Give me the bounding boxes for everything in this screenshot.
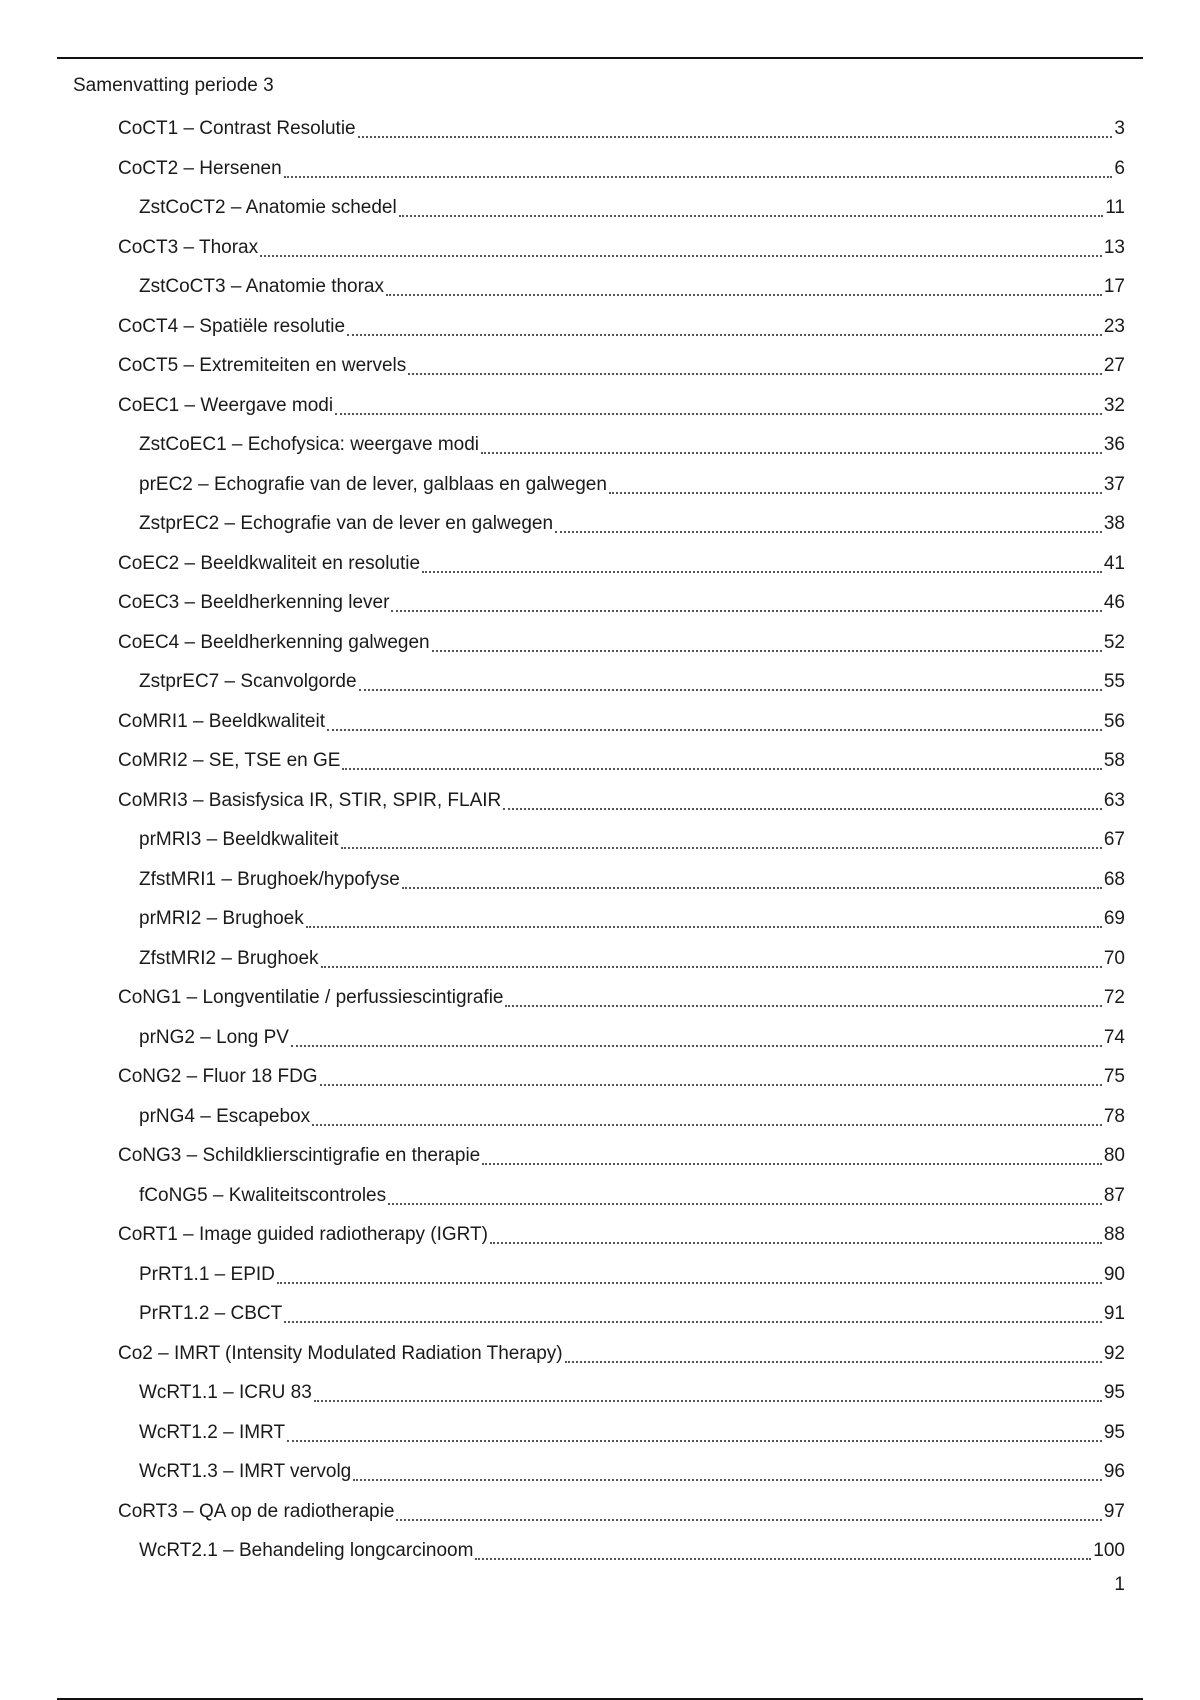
- toc-dot-leader: [260, 236, 1102, 257]
- toc-entry[interactable]: [0, 828, 1200, 868]
- toc-entry-title: ZstCoCT3 – Anatomie thorax: [139, 276, 384, 297]
- toc-dot-leader: [312, 1105, 1102, 1126]
- toc-dot-leader: [482, 1144, 1102, 1165]
- toc-entry-title: CoEC3 – Beeldherkenning lever: [118, 592, 390, 613]
- toc-entry[interactable]: [0, 1184, 1200, 1224]
- toc-entry[interactable]: [0, 315, 1200, 355]
- table-of-contents: [0, 117, 1200, 1579]
- toc-dot-leader: [358, 117, 1113, 138]
- toc-dot-leader: [490, 1223, 1102, 1244]
- toc-entry[interactable]: [0, 196, 1200, 236]
- toc-dot-leader: [327, 710, 1102, 731]
- page-number: 1: [1114, 1574, 1125, 1595]
- toc-entry-page: 56: [1103, 710, 1125, 732]
- toc-entry-title: prMRI2 – Brughoek: [139, 908, 304, 929]
- toc-entry-title: WcRT1.3 – IMRT vervolg: [139, 1461, 352, 1482]
- toc-entry-title: CoRT1 – Image guided radiotherapy (IGRT): [118, 1224, 488, 1245]
- toc-entry-page: 96: [1103, 1461, 1125, 1482]
- toc-entry-title: CoCT4 – Spatiële resolutie: [118, 315, 346, 337]
- toc-entry-page: 95: [1103, 1421, 1125, 1443]
- toc-entry-title: ZstCoEC1 – Echofysica: weergave modi: [139, 434, 480, 455]
- toc-entry-page: 67: [1103, 829, 1125, 850]
- toc-entry[interactable]: [0, 433, 1200, 473]
- toc-entry-page: 80: [1103, 1145, 1125, 1166]
- toc-entry-title: CoNG1 – Longventilatie / perfussiescintigrafie: [118, 987, 504, 1008]
- toc-entry-page: 23: [1103, 315, 1125, 337]
- toc-entry[interactable]: [0, 789, 1200, 829]
- toc-entry[interactable]: [0, 986, 1200, 1026]
- toc-dot-leader: [391, 591, 1101, 612]
- toc-entry-page: 97: [1103, 1500, 1125, 1522]
- toc-entry-page: 11: [1105, 197, 1125, 218]
- toc-entry-title: CoCT2 – Hersenen: [118, 157, 282, 179]
- toc-dot-leader: [277, 1263, 1102, 1284]
- toc-entry-page: 37: [1103, 473, 1125, 495]
- toc-entry-title: Co2 – IMRT (Intensity Modulated Radiation Therapy): [118, 1342, 563, 1364]
- toc-entry[interactable]: [0, 1026, 1200, 1066]
- toc-dot-leader: [399, 196, 1104, 217]
- toc-dot-leader: [503, 789, 1102, 810]
- toc-dot-leader: [359, 670, 1102, 691]
- toc-entry-title: CoCT3 – Thorax: [118, 236, 259, 258]
- toc-entry-page: 95: [1103, 1382, 1125, 1403]
- toc-entry[interactable]: [0, 1263, 1200, 1303]
- toc-entry[interactable]: [0, 1539, 1200, 1579]
- toc-entry-title: fCoNG5 – Kwaliteitscontroles: [139, 1184, 387, 1206]
- toc-dot-leader: [306, 907, 1102, 928]
- toc-dot-leader: [481, 433, 1102, 454]
- toc-entry-page: 100: [1093, 1540, 1125, 1561]
- toc-entry[interactable]: [0, 1144, 1200, 1184]
- toc-entry-page: 27: [1103, 355, 1125, 376]
- toc-dot-leader: [565, 1342, 1102, 1363]
- toc-entry[interactable]: [0, 117, 1200, 157]
- toc-entry-title: WcRT1.2 – IMRT: [139, 1421, 286, 1443]
- toc-entry[interactable]: [0, 1223, 1200, 1263]
- toc-entry-title: CoCT5 – Extremiteiten en wervels: [118, 355, 407, 376]
- toc-entry-page: 46: [1103, 592, 1125, 613]
- toc-entry-page: 63: [1103, 789, 1125, 811]
- toc-entry[interactable]: [0, 591, 1200, 631]
- toc-entry-title: prNG4 – Escapebox: [139, 1105, 311, 1127]
- toc-dot-leader: [386, 275, 1102, 296]
- toc-dot-leader: [388, 1184, 1102, 1205]
- toc-entry-title: CoEC4 – Beeldherkenning galwegen: [118, 631, 430, 653]
- toc-entry-page: 74: [1103, 1026, 1125, 1048]
- toc-dot-leader: [505, 986, 1101, 1007]
- toc-entry-page: 52: [1103, 631, 1125, 653]
- toc-entry[interactable]: [0, 512, 1200, 552]
- toc-entry-page: 55: [1103, 671, 1125, 692]
- toc-dot-leader: [284, 157, 1113, 178]
- toc-entry-title: ZfstMRI2 – Brughoek: [139, 947, 319, 969]
- toc-entry[interactable]: [0, 1105, 1200, 1145]
- toc-entry-page: 69: [1103, 908, 1125, 929]
- toc-dot-leader: [342, 749, 1101, 770]
- toc-entry-page: 91: [1103, 1303, 1125, 1324]
- toc-dot-leader: [402, 868, 1102, 889]
- toc-dot-leader: [555, 512, 1102, 533]
- toc-entry[interactable]: [0, 947, 1200, 987]
- toc-entry-page: 78: [1103, 1105, 1125, 1127]
- toc-entry[interactable]: [0, 631, 1200, 671]
- toc-entry-title: WcRT1.1 – ICRU 83: [139, 1382, 312, 1403]
- toc-entry-title: CoEC1 – Weergave modi: [118, 394, 334, 416]
- toc-entry[interactable]: [0, 907, 1200, 947]
- toc-entry[interactable]: [0, 394, 1200, 434]
- toc-dot-leader: [321, 947, 1102, 968]
- toc-entry-title: CoEC2 – Beeldkwaliteit en resolutie: [118, 552, 421, 574]
- toc-entry-page: 72: [1103, 987, 1125, 1008]
- toc-entry-page: 38: [1103, 513, 1125, 534]
- toc-entry-page: 88: [1103, 1224, 1125, 1245]
- toc-entry-title: PrRT1.2 – CBCT: [139, 1303, 283, 1324]
- toc-dot-leader: [408, 354, 1102, 375]
- toc-entry-title: PrRT1.1 – EPID: [139, 1263, 275, 1285]
- toc-entry-title: CoNG2 – Fluor 18 FDG: [118, 1066, 318, 1087]
- toc-entry-page: 87: [1103, 1184, 1125, 1206]
- toc-entry[interactable]: [0, 552, 1200, 592]
- toc-entry-title: WcRT2.1 – Behandeling longcarcinoom: [139, 1540, 474, 1561]
- toc-entry[interactable]: [0, 275, 1200, 315]
- toc-entry-page: 90: [1103, 1263, 1125, 1285]
- toc-entry-page: 32: [1103, 394, 1125, 416]
- toc-entry[interactable]: [0, 1302, 1200, 1342]
- toc-entry[interactable]: [0, 1065, 1200, 1105]
- toc-dot-leader: [432, 631, 1102, 652]
- toc-entry-page: 70: [1103, 947, 1125, 969]
- toc-entry-title: ZstprEC2 – Echografie van de lever en galwegen: [139, 513, 554, 534]
- toc-entry-page: 3: [1114, 118, 1125, 139]
- toc-dot-leader: [335, 394, 1102, 415]
- toc-entry-title: CoRT3 – QA op de radiotherapie: [118, 1500, 395, 1522]
- toc-entry-title: CoMRI1 – Beeldkwaliteit: [118, 710, 325, 732]
- toc-entry[interactable]: [0, 670, 1200, 710]
- toc-entry-title: prNG2 – Long PV: [139, 1026, 289, 1048]
- toc-entry[interactable]: [0, 157, 1200, 197]
- toc-dot-leader: [353, 1460, 1102, 1481]
- toc-entry[interactable]: [0, 1381, 1200, 1421]
- toc-dot-leader: [287, 1421, 1102, 1442]
- toc-entry-page: 17: [1103, 276, 1125, 297]
- toc-entry-title: CoMRI2 – SE, TSE en GE: [118, 750, 341, 771]
- toc-entry[interactable]: [0, 749, 1200, 789]
- toc-entry[interactable]: [0, 1342, 1200, 1382]
- toc-entry[interactable]: [0, 236, 1200, 276]
- toc-entry[interactable]: [0, 473, 1200, 513]
- toc-entry-page: 92: [1103, 1342, 1125, 1364]
- toc-dot-leader: [422, 552, 1102, 573]
- toc-entry-page: 41: [1103, 552, 1125, 574]
- toc-entry-page: 58: [1103, 750, 1125, 771]
- toc-entry-title: CoCT1 – Contrast Resolutie: [118, 118, 356, 139]
- toc-entry-title: prMRI3 – Beeldkwaliteit: [139, 829, 339, 850]
- toc-entry[interactable]: [0, 1421, 1200, 1461]
- toc-dot-leader: [320, 1065, 1102, 1086]
- toc-dot-leader: [396, 1500, 1101, 1521]
- toc-entry-page: 13: [1103, 236, 1125, 258]
- toc-entry-title: ZfstMRI1 – Brughoek/hypofyse: [139, 868, 400, 890]
- toc-entry-page: 68: [1103, 868, 1125, 890]
- toc-entry-page: 36: [1103, 434, 1125, 455]
- toc-entry-page: 75: [1103, 1066, 1125, 1087]
- toc-dot-leader: [347, 315, 1102, 336]
- toc-dot-leader: [609, 473, 1102, 494]
- toc-entry-title: ZstprEC7 – Scanvolgorde: [139, 671, 357, 692]
- top-rule: [57, 57, 1143, 59]
- toc-dot-leader: [284, 1302, 1102, 1323]
- toc-entry[interactable]: [0, 1460, 1200, 1500]
- toc-entry-title: prEC2 – Echografie van de lever, galblaas en galwegen: [139, 473, 607, 495]
- toc-entry-title: ZstCoCT2 – Anatomie schedel: [139, 197, 397, 218]
- toc-dot-leader: [341, 828, 1102, 849]
- toc-dot-leader: [475, 1539, 1091, 1560]
- toc-entry-title: CoNG3 – Schildklierscintigrafie en therapie: [118, 1145, 481, 1166]
- toc-entry[interactable]: [0, 1500, 1200, 1540]
- toc-entry[interactable]: [0, 710, 1200, 750]
- toc-entry[interactable]: [0, 354, 1200, 394]
- toc-dot-leader: [314, 1381, 1102, 1402]
- toc-entry-page: 6: [1114, 157, 1125, 179]
- toc-dot-leader: [291, 1026, 1102, 1047]
- toc-entry[interactable]: [0, 868, 1200, 908]
- document-title: Samenvatting periode 3: [73, 75, 274, 96]
- toc-entry-title: CoMRI3 – Basisfysica IR, STIR, SPIR, FLAIR: [118, 789, 502, 811]
